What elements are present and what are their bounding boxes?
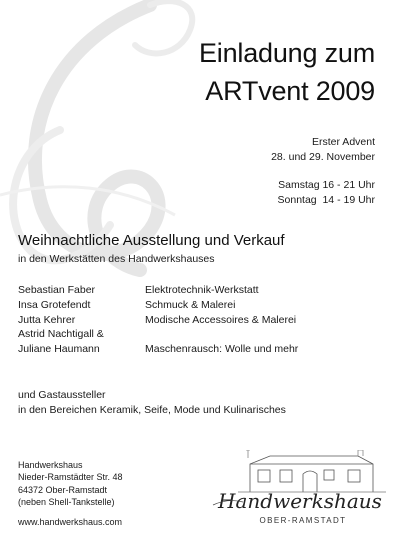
title-line-1: Einladung zum bbox=[198, 38, 375, 68]
exhibitor-list bbox=[18, 283, 388, 357]
exhibitor-row bbox=[18, 327, 388, 342]
exhibitor-name: Astrid Nachtigall & bbox=[18, 328, 104, 341]
guests-line-1: und Gastaussteller bbox=[18, 389, 106, 401]
website-link[interactable]: www.handwerkshaus.com bbox=[18, 517, 123, 527]
exhibitor-craft: Modische Accessoires & Malerei bbox=[145, 313, 297, 326]
times-sunday: Sonntag 14 - 19 Uhr bbox=[277, 193, 375, 206]
exhibitor-craft: Schmuck & Malerei bbox=[145, 298, 236, 311]
house-sketch-icon bbox=[238, 450, 386, 492]
address-name: Handwerkshaus bbox=[18, 460, 83, 470]
address-note: (neben Shell-Tankstelle) bbox=[18, 496, 115, 507]
guest-exhibitors bbox=[18, 388, 286, 418]
exhibition-subline: in den Werkstätten des Handwerkshauses bbox=[18, 253, 215, 265]
invitation-title bbox=[199, 34, 375, 110]
exhibitor-name: Sebastian Faber bbox=[18, 284, 96, 296]
exhibitor-row bbox=[18, 313, 388, 328]
event-dates bbox=[271, 135, 375, 164]
logo-script-text: Handwerkshaus bbox=[218, 489, 382, 513]
address-city: 64372 Ober-Ramstadt bbox=[18, 484, 108, 495]
exhibitor-name: Insa Grotefendt bbox=[18, 298, 91, 311]
exhibitor-name: Jutta Kehrer bbox=[18, 313, 76, 326]
exhibitor-row bbox=[18, 283, 388, 298]
guests-line-2: in den Bereichen Keramik, Seife, Mode und Kulinarisches bbox=[18, 403, 286, 416]
venue-address bbox=[18, 459, 123, 508]
exhibitor-row bbox=[18, 298, 388, 313]
exhibitor-craft: Elektrotechnik-Werkstatt bbox=[145, 284, 259, 296]
exhibitor-row bbox=[18, 342, 388, 357]
times-saturday: Samstag 16 - 21 Uhr bbox=[278, 179, 375, 191]
exhibitor-name: Juliane Haumann bbox=[18, 343, 100, 356]
exhibition-headline: Weihnachtliche Ausstellung und Verkauf bbox=[18, 232, 285, 249]
address-street: Nieder-Ramstädter Str. 48 bbox=[18, 472, 123, 483]
opening-times bbox=[278, 178, 375, 207]
dates-line-2: 28. und 29. November bbox=[271, 150, 375, 163]
handwerkshaus-logo bbox=[208, 450, 393, 530]
title-line-2: ARTvent 2009 bbox=[205, 76, 375, 106]
dates-line-1: Erster Advent bbox=[311, 136, 375, 148]
logo-place-text: OBER-RAMSTADT bbox=[259, 516, 347, 525]
exhibitor-craft: Maschenrausch: Wolle und mehr bbox=[145, 343, 299, 356]
